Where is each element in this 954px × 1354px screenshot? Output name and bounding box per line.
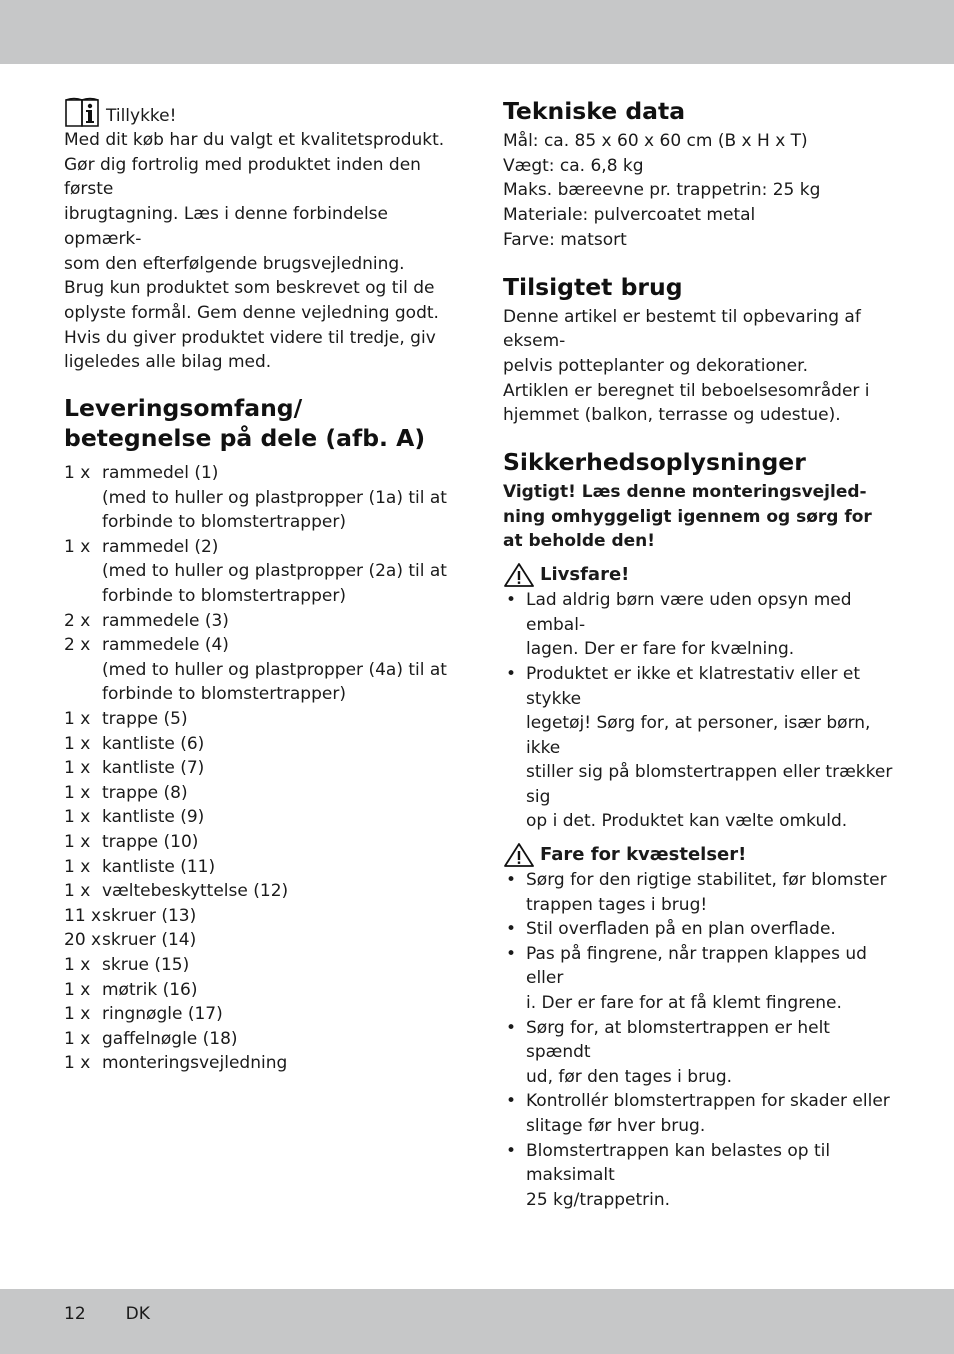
footer (64, 1304, 150, 1324)
part-row (64, 879, 454, 904)
safety-important (503, 480, 895, 554)
bullet-line: stiller sig på blomstertrappen eller trækker sig (526, 762, 893, 807)
use-text (503, 305, 895, 429)
tech-line: Materiale: pulvercoatet metal (503, 205, 756, 226)
part-desc: kantliste (7) (102, 758, 205, 779)
part-desc: væltebeskyttelse (12) (102, 881, 289, 902)
warning-triangle-icon (503, 842, 535, 868)
bullet-item (503, 917, 895, 942)
part-qty: 2 x (64, 610, 91, 631)
part-row (64, 1002, 454, 1027)
part-row-continuation (64, 682, 454, 707)
bullet-item (503, 1016, 895, 1090)
part-qty: 1 x (64, 807, 91, 828)
text-line: Gør dig fortrolig med produktet inden den første (64, 154, 421, 200)
part-desc: skrue (15) (102, 954, 190, 975)
part-desc: (med to huller og plastpropper (4a) til at (102, 659, 447, 680)
part-desc: rammedele (4) (102, 635, 229, 656)
part-row (64, 855, 454, 880)
scope-heading (64, 393, 454, 453)
bullet-line: • Blomstertrappen kan belastes op til maksimalt (526, 1140, 831, 1186)
text-line: Med dit køb har du valgt et kvalitetsprodukt. (64, 130, 445, 150)
part-qty: 20 x (64, 930, 102, 951)
part-qty: 1 x (64, 954, 91, 975)
danger-title-row (503, 562, 895, 588)
bullet-line: • Produktet er ikke et klatrestativ eller et stykke (526, 663, 861, 709)
part-row (64, 732, 454, 757)
text-line: Vigtigt! Læs denne monteringsvejled- (503, 482, 867, 503)
part-qty: 1 x (64, 1028, 91, 1049)
bullet-line: • Lad aldrig børn være uden opsyn med embal- (526, 590, 852, 635)
intro-header (64, 96, 454, 128)
info-manual-icon (64, 96, 102, 128)
part-desc: forbinde to blomstertrapper) (102, 586, 346, 606)
part-desc: trappe (5) (102, 708, 188, 729)
part-row-continuation (64, 510, 454, 535)
part-qty: 1 x (64, 1004, 91, 1025)
bullet-line: • Sørg for den rigtige stabilitet, før blomster (526, 870, 887, 891)
tech-line: Farve: matsort (503, 229, 627, 250)
injury-list (503, 868, 895, 1212)
text-line: Hvis du giver produktet videre til tredje, giv (64, 327, 436, 348)
part-qty: 1 x (64, 733, 91, 754)
part-desc: ringnøgle (17) (102, 1004, 223, 1025)
intro-title: Tillykke! (106, 106, 177, 126)
tech-line: Vægt: ca. 6,8 kg (503, 155, 644, 176)
tech-heading: Tekniske data (503, 97, 686, 125)
part-desc: kantliste (6) (102, 733, 205, 754)
intro-text (64, 128, 454, 375)
part-row-continuation (64, 486, 454, 511)
bullet-item (503, 1139, 895, 1213)
part-qty (64, 658, 102, 683)
tech-line: Mål: ca. 85 x 60 x 60 cm (B x H x T) (503, 131, 808, 151)
heading-line: Leveringsomfang/ (64, 394, 303, 423)
part-desc: rammedele (3) (102, 610, 229, 631)
part-qty (64, 559, 102, 584)
part-desc: skruer (13) (102, 905, 197, 926)
text-line: oplyste formål. Gem denne vejledning godt. (64, 302, 439, 323)
part-qty (64, 486, 102, 511)
left-column (64, 96, 454, 1076)
part-qty: 11 x (64, 905, 102, 926)
top-band (0, 0, 954, 64)
injury-title: Fare for kvæstelser! (540, 844, 747, 866)
part-row-continuation (64, 584, 454, 609)
part-row (64, 904, 454, 929)
part-qty: 1 x (64, 536, 91, 557)
part-desc: kantliste (9) (102, 807, 205, 828)
part-desc: rammedel (2) (102, 536, 219, 557)
part-desc: monteringsvejledning (102, 1053, 288, 1074)
part-desc: skruer (14) (102, 930, 197, 951)
part-row (64, 1051, 454, 1076)
page-number: 12 (64, 1304, 86, 1324)
part-row (64, 978, 454, 1003)
safety-heading: Sikkerhedsoplysninger (503, 448, 806, 477)
part-row (64, 805, 454, 830)
tech-line: Maks. bæreevne pr. trappetrin: 25 kg (503, 180, 821, 201)
part-desc: rammedel (1) (102, 463, 219, 484)
parts-list (64, 461, 454, 1076)
heading-line: betegnelse på dele (afb. A) (64, 424, 426, 453)
bullet-line: • Pas på fingrene, når trappen klappes ud eller (526, 943, 867, 989)
part-row-continuation (64, 559, 454, 584)
bullet-line: • Kontrollér blomstertrappen for skader eller (526, 1091, 890, 1112)
part-qty: 1 x (64, 782, 91, 803)
text-line: ligeledes alle bilag med. (64, 352, 272, 373)
bullet-line: slitage før hver brug. (526, 1116, 706, 1137)
bullet-line: lagen. Der er fare for kvælning. (526, 639, 795, 660)
part-row (64, 781, 454, 806)
bullet-item (503, 868, 895, 917)
part-qty: 1 x (64, 881, 91, 902)
text-line: hjemmet (balkon, terrasse og udestue). (503, 405, 841, 426)
bullet-line: 25 kg/trappetrin. (526, 1189, 671, 1210)
use-heading: Tilsigtet brug (503, 272, 683, 301)
part-row (64, 535, 454, 560)
bullet-line: op i det. Produktet kan vælte omkuld. (526, 811, 848, 832)
part-row (64, 928, 454, 953)
part-desc: trappe (8) (102, 782, 188, 803)
text-line: at beholde den! (503, 531, 655, 552)
bullet-item (503, 662, 895, 834)
text-line: Artiklen er beregnet til beboelsesområder i (503, 380, 870, 401)
part-desc: kantliste (11) (102, 856, 216, 877)
text-line: pelvis potteplanter og dekorationer. (503, 355, 808, 376)
part-qty (64, 510, 102, 535)
right-column (503, 96, 895, 1212)
part-qty: 1 x (64, 758, 91, 779)
part-qty: 1 x (64, 979, 91, 1000)
part-row (64, 609, 454, 634)
bullet-item (503, 588, 895, 662)
part-qty: 1 x (64, 463, 91, 484)
danger-list (503, 588, 895, 834)
bullet-line: • Stil overfladen på en plan overflade. (526, 919, 836, 940)
text-line: Denne artikel er bestemt til opbevaring af eksem- (503, 306, 861, 352)
text-line: ning omhyggeligt igennem og sørg for (503, 506, 872, 527)
part-qty: 2 x (64, 635, 91, 656)
warning-triangle-icon (503, 562, 535, 588)
bullet-item (503, 942, 895, 1016)
text-line: som den efterfølgende brugsvejledning. (64, 253, 405, 274)
part-row (64, 953, 454, 978)
bullet-line: i. Der er fare for at få klemt fingrene. (526, 993, 842, 1014)
injury-title-row (503, 842, 895, 868)
bullet-line: trappen tages i brug! (526, 894, 708, 915)
part-desc: gaffelnøgle (18) (102, 1028, 238, 1049)
bullet-line: legetøj! Sørg for, at personer, især børn, ikke (526, 713, 871, 758)
part-desc: møtrik (16) (102, 979, 198, 1000)
danger-title: Livsfare! (540, 564, 630, 586)
bullet-item (503, 1089, 895, 1138)
part-qty: 1 x (64, 1053, 91, 1074)
part-desc: (med to huller og plastpropper (1a) til at (102, 487, 447, 508)
text-line: ibrugtagning. Læs i denne forbindelse opmærk- (64, 204, 388, 249)
part-row (64, 707, 454, 732)
part-row (64, 633, 454, 658)
part-desc: forbinde to blomstertrapper) (102, 512, 346, 533)
part-row-continuation (64, 658, 454, 683)
part-qty: 1 x (64, 856, 91, 877)
part-desc: forbinde to blomstertrapper) (102, 684, 346, 705)
part-row (64, 1027, 454, 1052)
part-qty (64, 682, 102, 707)
part-desc: trappe (10) (102, 831, 199, 852)
bullet-line: • Sørg for, at blomstertrappen er helt spændt (526, 1017, 830, 1063)
tech-data (503, 129, 895, 253)
language-code: DK (125, 1304, 150, 1324)
part-qty: 1 x (64, 831, 91, 852)
text-line: Brug kun produktet som beskrevet og til de (64, 278, 435, 299)
part-row (64, 756, 454, 781)
part-desc: (med to huller og plastpropper (2a) til at (102, 561, 447, 582)
part-qty: 1 x (64, 708, 91, 729)
part-row (64, 461, 454, 486)
part-row (64, 830, 454, 855)
bullet-line: ud, før den tages i brug. (526, 1066, 733, 1087)
part-qty (64, 584, 102, 609)
